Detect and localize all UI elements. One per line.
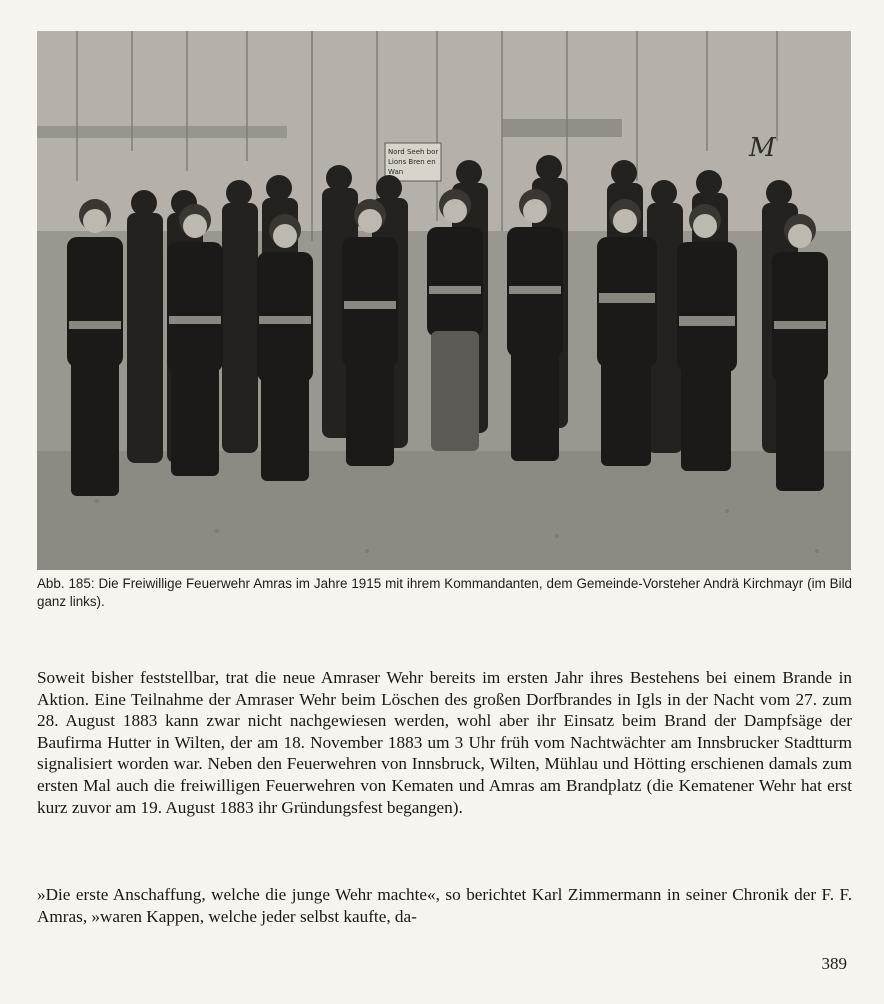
photograph-fire-brigade-1915 — [37, 31, 851, 570]
figure-caption: Abb. 185: Die Freiwillige Feuerwehr Amras im Jahre 1915 mit ihrem Kommandanten, dem Gemeinde-Vorsteher Andrä Kirchmayr (im Bild ganz links). — [37, 576, 852, 609]
body-paragraph-1: Soweit bisher feststellbar, trat die neue Amraser Wehr bereits im ersten Jahr ihres Bestehens bei einem Brande in Aktion. Eine Teilnahme der Amraser Wehr beim Löschen des großen Dorfbrandes in Igls in der Nacht vom 27. zum 28. August 1883 kann zwar nicht nachgewiesen werden, wohl aber ihr Einsatz beim Brand der Dampfsäge der Baufirma Hutter in Wilten, der am 18. November 1883 um 3 Uhr früh vom Nachtwächter am Innsbrucker Stadtturm signalisiert worden war. Neben den Feuerwehren von Innsbruck, Wilten, Mühlau und Hötting erschienen damals zum ersten Mal auch die freiwilligen Feuerwehren von Kematen und Amras am Brandplatz (die Kematener Wehr hat erst kurz zuvor am 19. August 1883 ihr Gründungsfest begangen). — [37, 668, 852, 817]
door-sign-line-3: Wan — [388, 168, 404, 176]
door-sign-line-1: Nord Seeh bor — [388, 148, 439, 156]
body-paragraph-2: »Die erste Anschaffung, welche die junge Wehr machte«, so berichtet Karl Zimmermann in seiner Chronik der F. F. Amras, »waren Kappen, welche jeder selbst kaufte, da- — [37, 885, 852, 926]
door-sign-line-2: Lions Bren en — [388, 158, 436, 166]
photo-illustration — [37, 31, 851, 570]
chalk-mark: M — [749, 133, 776, 163]
page-number: 389 — [821, 954, 847, 973]
